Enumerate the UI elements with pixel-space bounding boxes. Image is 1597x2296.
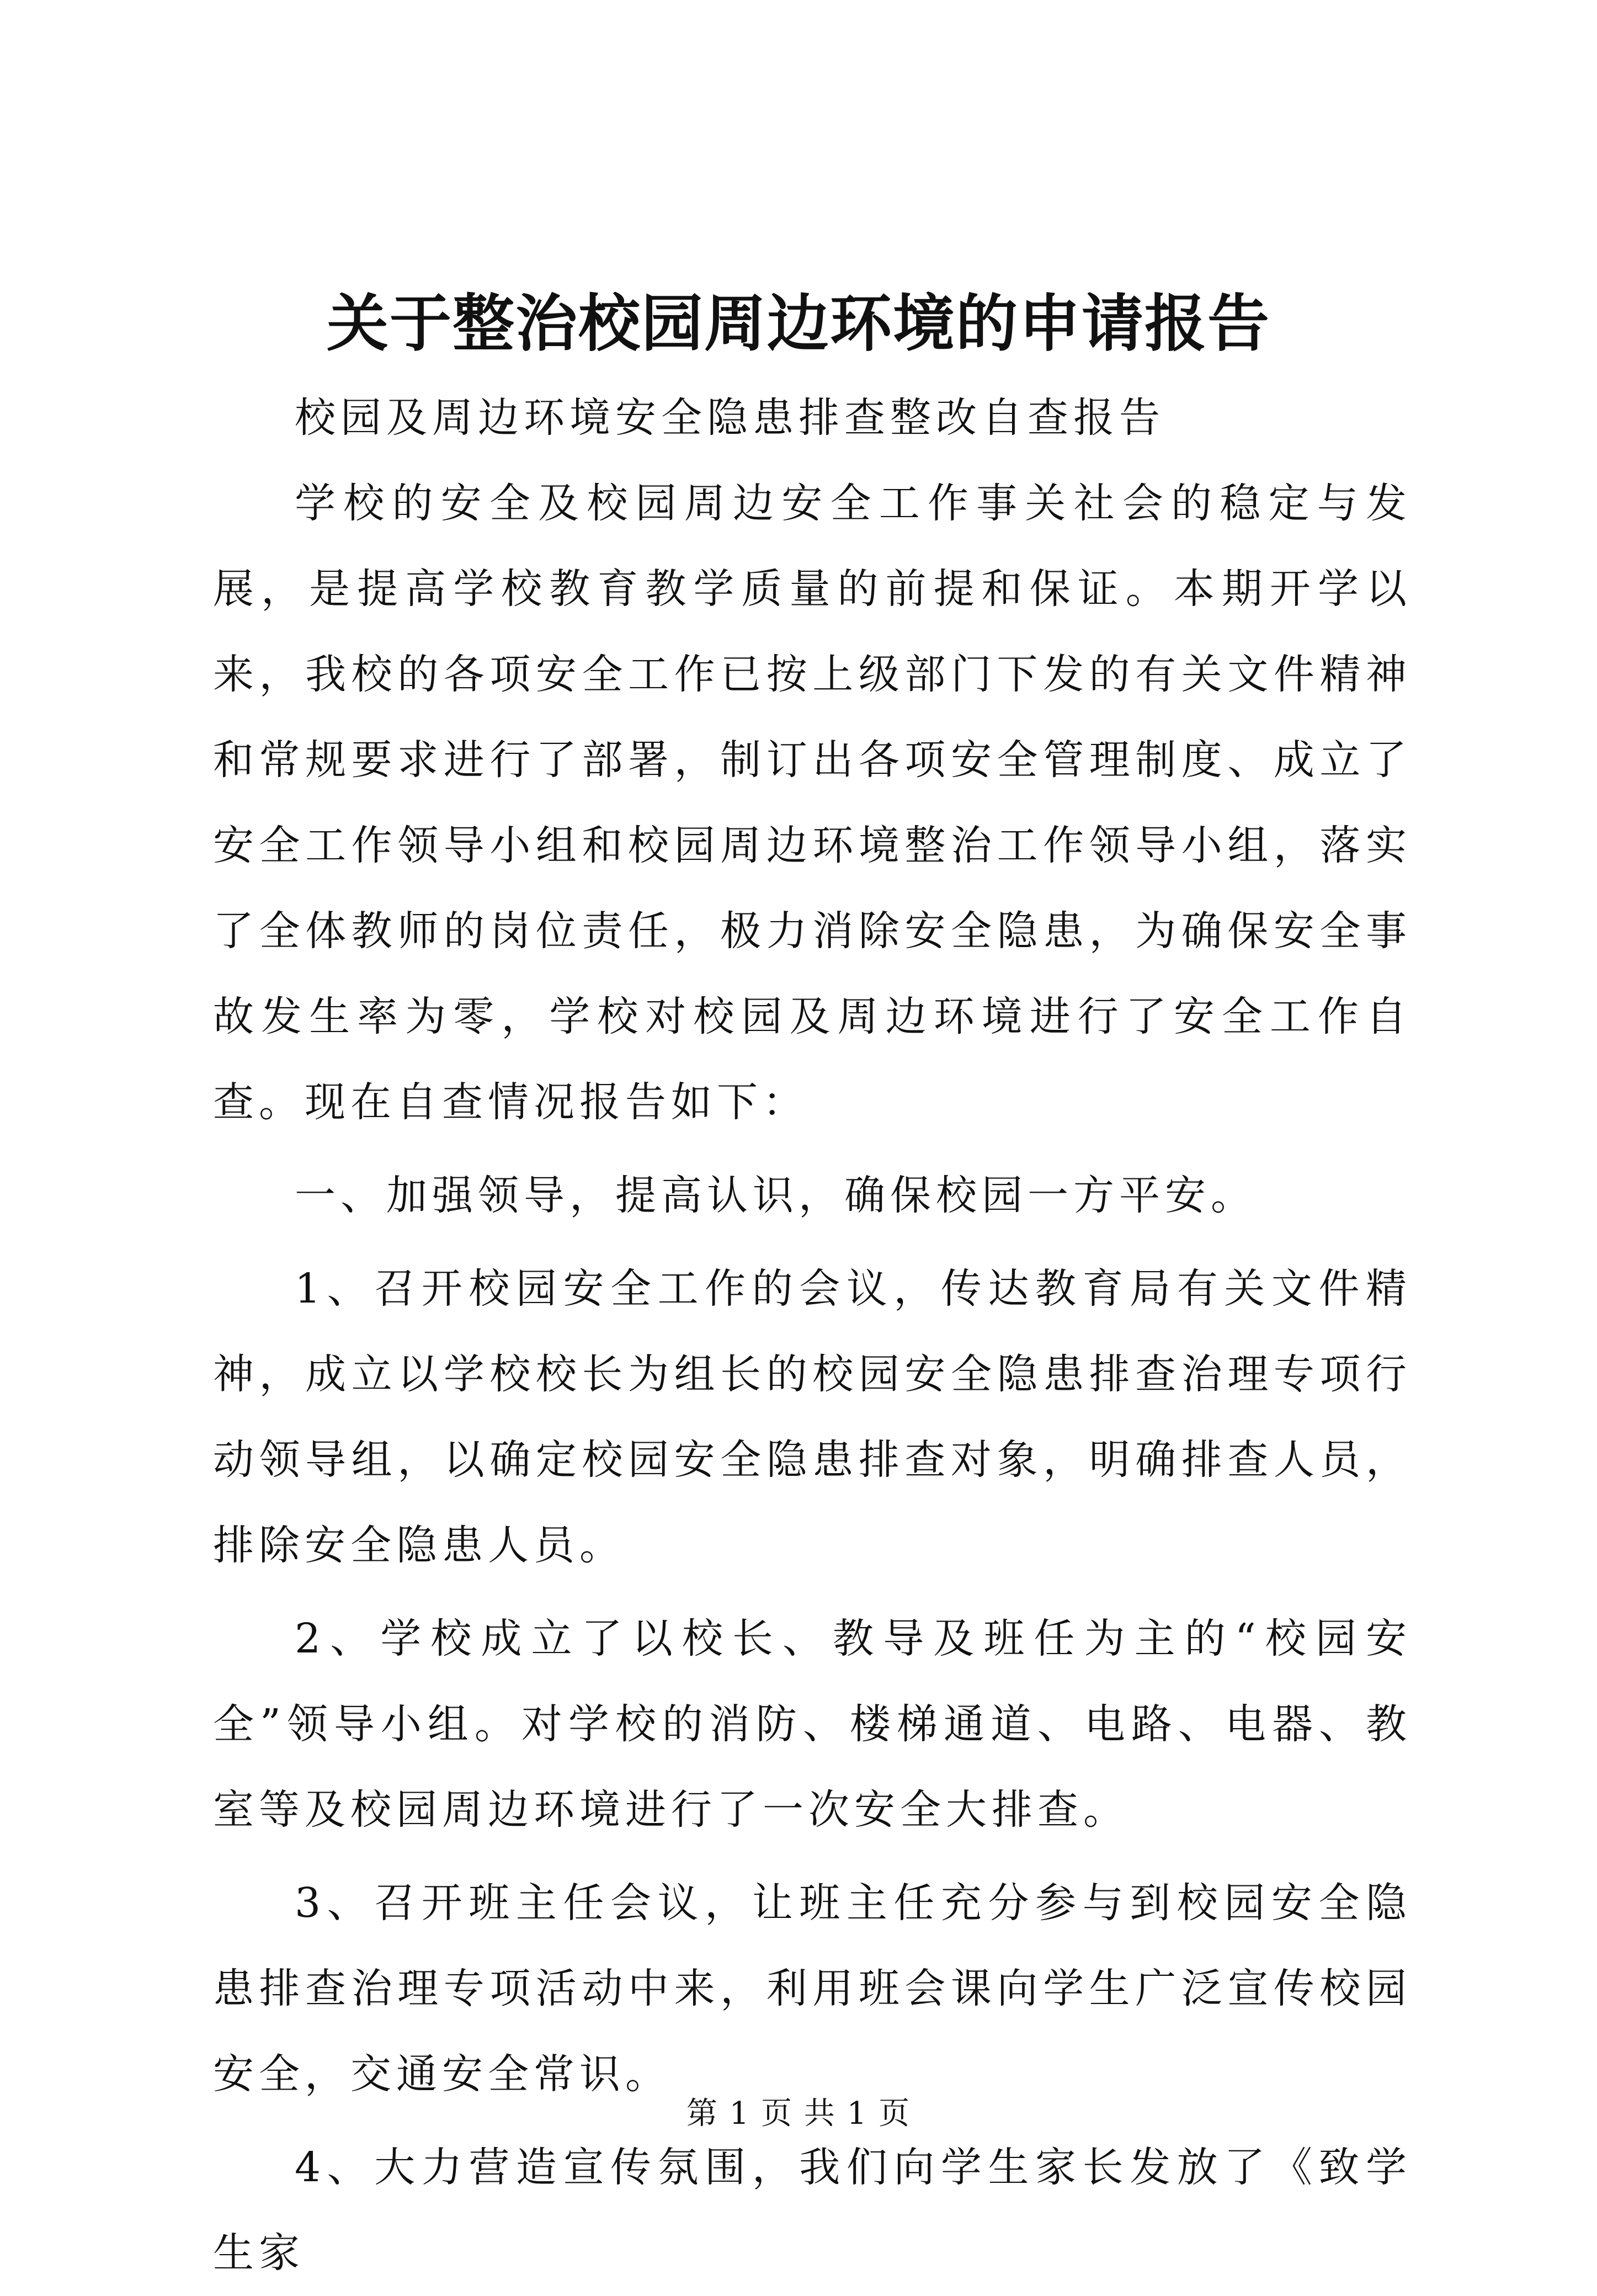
body-paragraph: 4、大力营造宣传氛围，我们向学生家长发放了《致学生家 xyxy=(213,2144,1412,2277)
subtitle-paragraph: 校园及周边环境安全隐患排查整改自查报告 xyxy=(295,394,1165,442)
body-paragraph: 学校的安全及校园周边安全工作事关社会的稳定与发展，是提高学校教育教学质量的前提和保证。本期开学以来，我校的各项安全工作已按上级部门下发的有关文件精神和常规要求进行了部署，制订出各项安全管理制度、成立了安全工作领导小组和校园周边环境整治工作领导小组，落实了全体教师的岗位责任，极力消除安全隐患，为确保安全事故发生率为零，学校对校园及周边环境进行了安全工作自查。现在自查情况报告如下： xyxy=(213,480,1412,1126)
document-body xyxy=(213,375,1412,2296)
section-heading: 一、加强领导，提高认识，确保校园一方平安。 xyxy=(295,1172,1257,1219)
body-paragraph: 1、召开校园安全工作的会议，传达教育局有关文件精神，成立以学校校长为组长的校园安全隐患排查治理专项行动领导组，以确定校园安全隐患排查对象，明确排查人员，排除安全隐患人员。 xyxy=(213,1265,1412,1569)
document-title: 关于整治校园周边环境的申请报告 xyxy=(327,288,1270,360)
body-paragraph: 3、召开班主任会议，让班主任充分参与到校园安全隐患排查治理专项活动中来，利用班会课向学生广泛宣传校园安全，交通安全常识。 xyxy=(213,1879,1412,2098)
page-number-footer: 第 1 页 共 1 页 xyxy=(686,2096,911,2132)
body-paragraph: 2、学校成立了以校长、教导及班任为主的“校园安全”领导小组。对学校的消防、楼梯通道、电路、电器、教室等及校园周边环境进行了一次安全大排查。 xyxy=(213,1615,1412,1833)
